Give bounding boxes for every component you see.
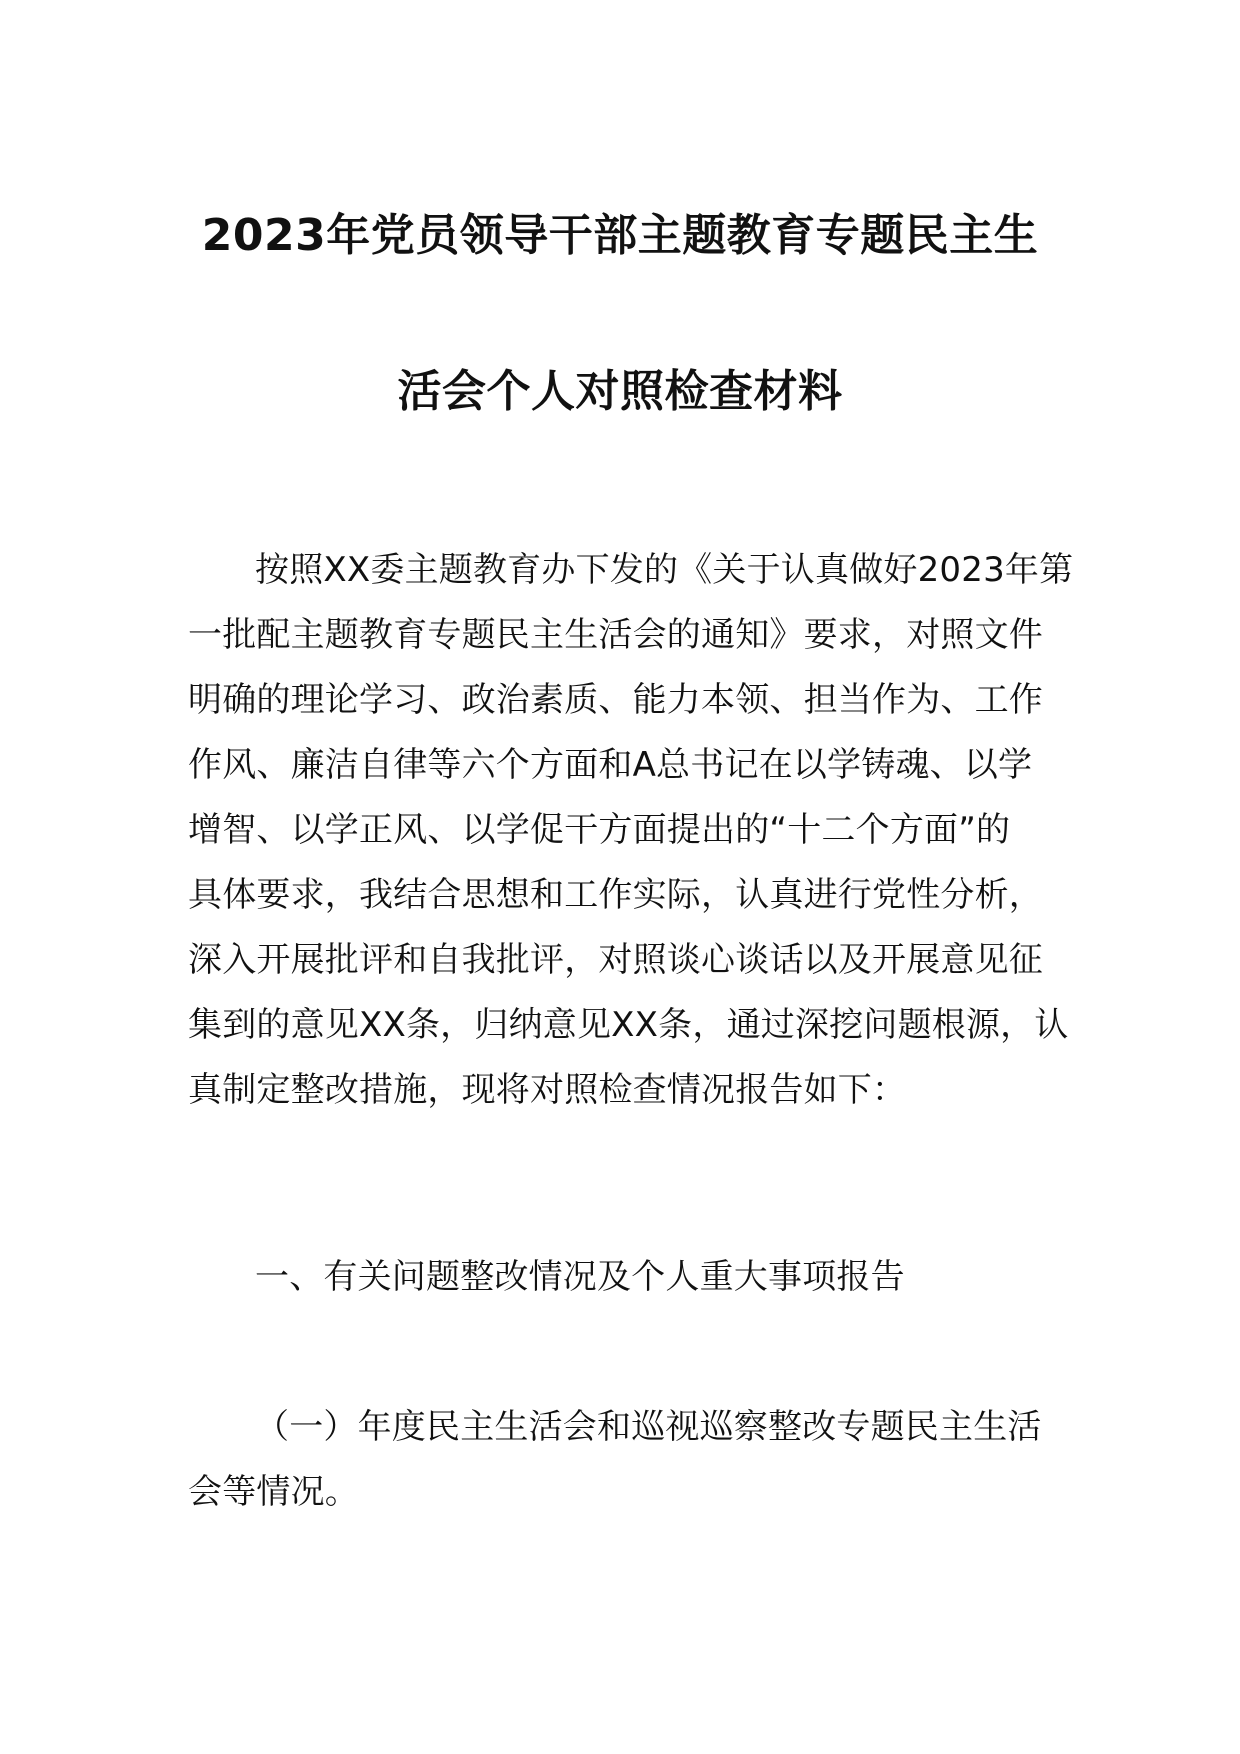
intro-line-2: 一批配主题教育专题民主生活会的通知》要求，对照文件: [188, 615, 1043, 655]
intro-line-3: 明确的理论学习、政治素质、能力本领、担当作为、工作: [188, 680, 1043, 720]
section-1-heading: 一、有关问题整改情况及个人重大事项报告: [255, 1257, 905, 1297]
subsection-1-line-2: 会等情况。: [188, 1472, 359, 1512]
intro-line-9: 真制定整改措施，现将对照检查情况报告如下：: [188, 1070, 907, 1110]
intro-line-8: 集到的意见XX条，归纳意见XX条，通过深挖问题根源，认: [188, 1005, 1069, 1045]
intro-line-1: 按照XX委主题教育办下发的《关于认真做好2023年第: [255, 550, 1074, 590]
intro-line-4: 作风、廉洁自律等六个方面和A总书记在以学铸魂、以学: [188, 745, 1033, 785]
intro-line-5: 增智、以学正风、以学促干方面提出的“十二个方面”的: [188, 810, 1011, 850]
document-title-line-1: 2023年党员领导干部主题教育专题民主生: [201, 210, 1039, 261]
intro-line-6: 具体要求，我结合思想和工作实际，认真进行党性分析，: [188, 875, 1043, 915]
document-title-line-2: 活会个人对照检查材料: [397, 366, 843, 417]
intro-line-7: 深入开展批评和自我批评，对照谈心谈话以及开展意见征: [188, 940, 1043, 980]
subsection-1-line-1: （一）年度民主生活会和巡视巡察整改专题民主生活: [255, 1407, 1042, 1447]
